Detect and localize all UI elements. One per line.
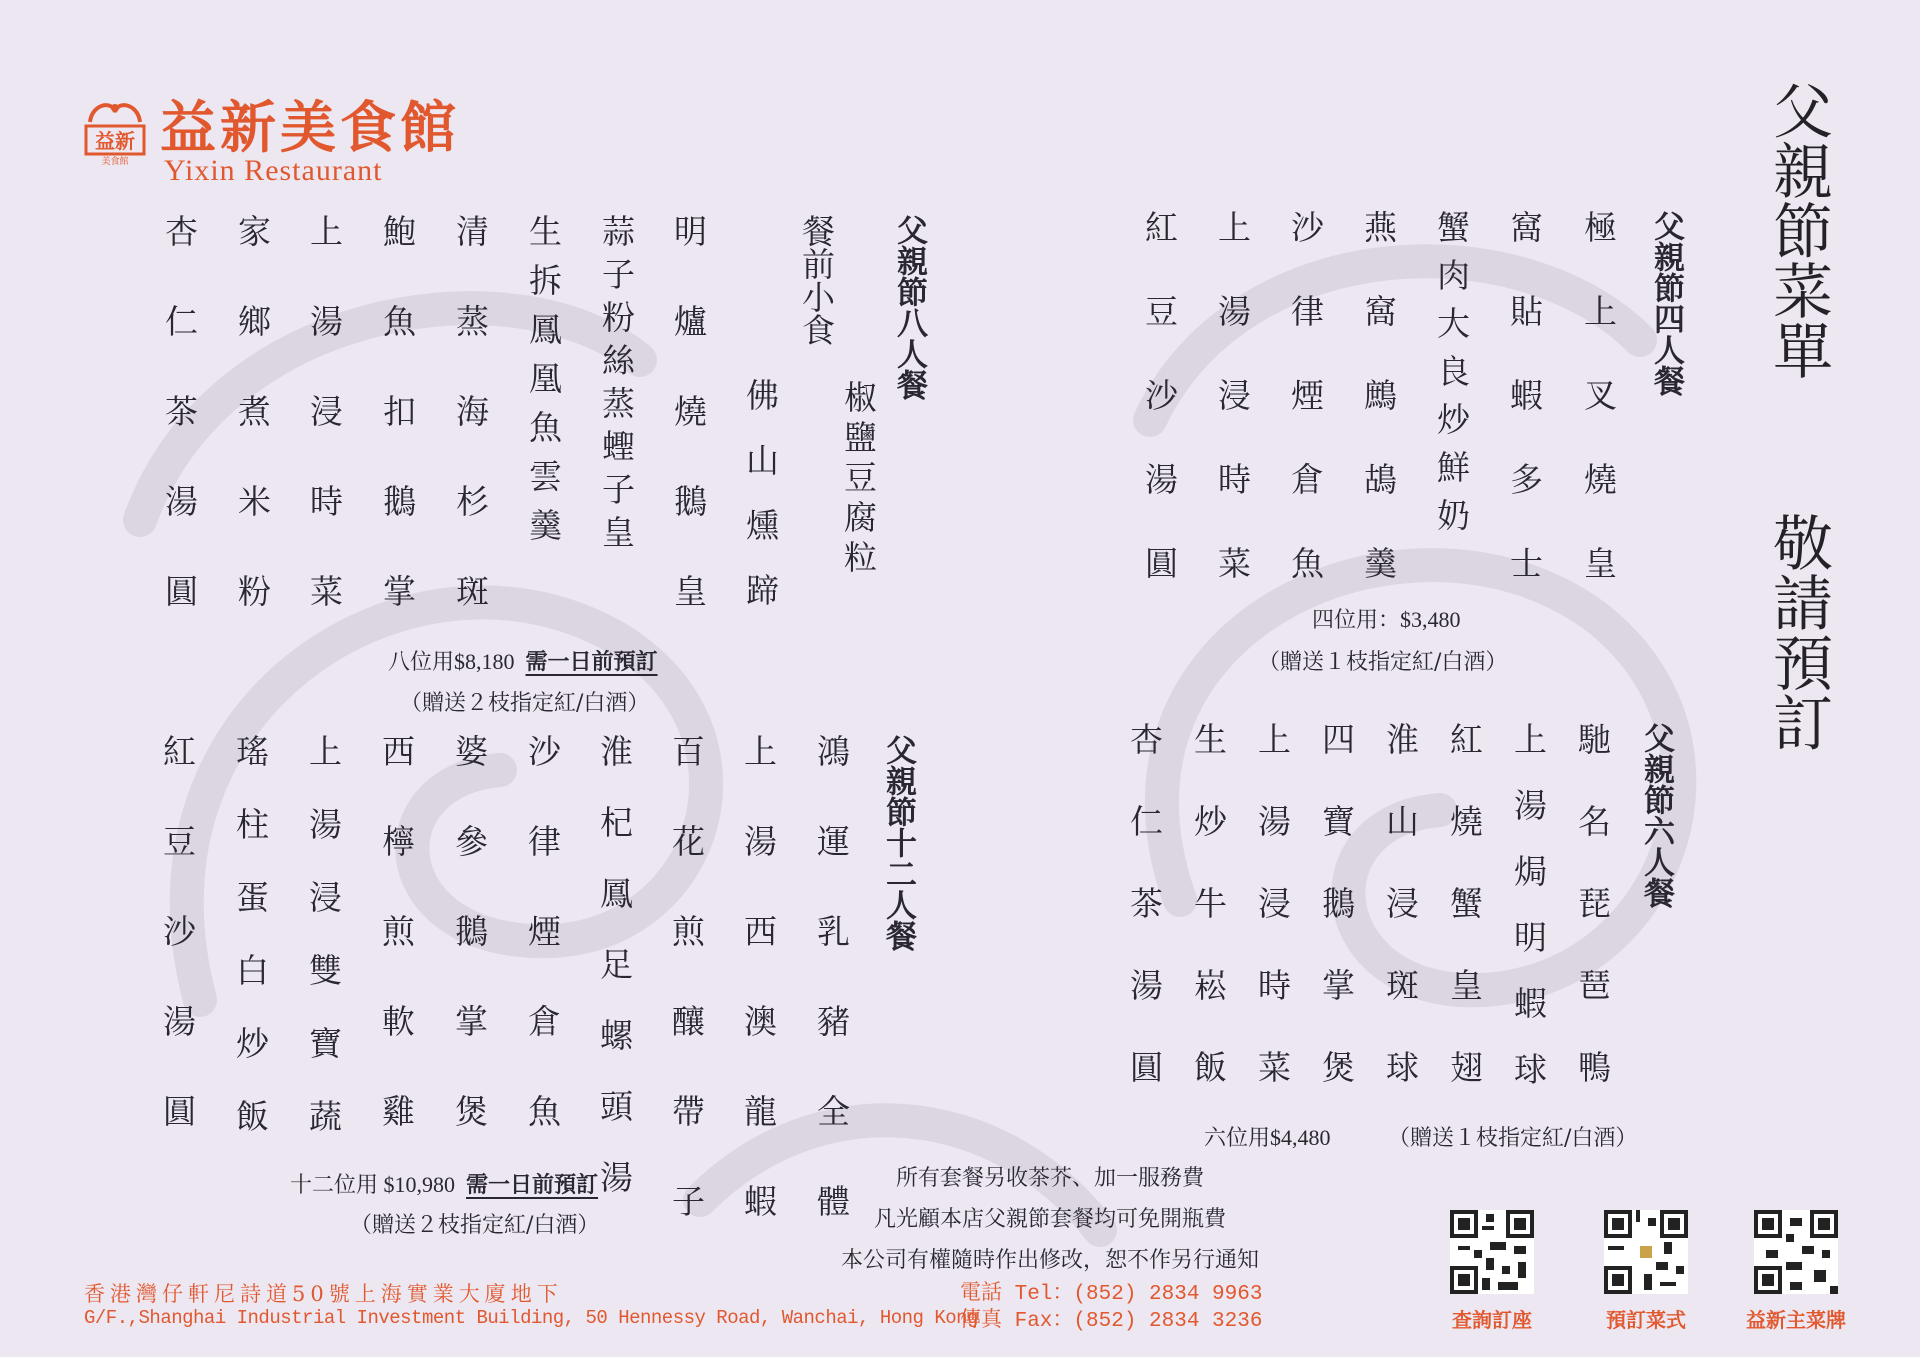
menu12-price: 十二位用 $10,980 (290, 1172, 456, 1197)
menu8-dish: 椒鹽豆腐粒 (839, 380, 878, 580)
qr-code-order-icon[interactable] (1604, 1210, 1688, 1294)
terms-note: 凡光顧本店父親節套餐均可免開瓶費 (873, 1207, 1226, 1232)
menu6-dish: 杏仁茶湯圓 (1125, 722, 1164, 1132)
menu6-dish: 四寶鵝掌煲 (1317, 722, 1356, 1132)
menu6-dish: 上湯焗明蝦球 (1509, 722, 1548, 1118)
menu8-reserve-note: 需一日前預訂 (525, 649, 658, 674)
terms-notes (770, 1158, 1330, 1281)
qr-label-order: 預訂菜式 (1606, 1308, 1686, 1332)
menu12-dish: 鴻運乳豬全體 (812, 734, 851, 1274)
menu8-dish: 杏仁茶湯圓 (160, 214, 199, 664)
menu8-dish: 明爐燒鵝皇 (669, 214, 708, 664)
menu6-gift-note: （贈送１枝指定紅/白酒） (1388, 1126, 1638, 1151)
menu6-dish: 淮山浸斑球 (1381, 722, 1420, 1132)
menu4-dish: 窩貼蝦多士 (1505, 210, 1544, 630)
menu12-dish: 淮杞鳳足螺頭湯 (595, 734, 634, 1231)
menu12-dish: 上湯西澳龍蝦 (739, 734, 778, 1274)
menu8-heading: 父親節八人餐 (891, 214, 927, 400)
menu6-dish: 生炒牛崧飯 (1189, 722, 1228, 1132)
menu6-price: 六位用$4,480 (1204, 1125, 1331, 1150)
phone-number: 電話 Tel：(852) 2834 9963 (960, 1283, 1263, 1306)
menu8-dish: 蒜子粉絲蒸蟶子皇 (597, 214, 636, 558)
menu12-dish: 紅豆沙湯圓 (158, 734, 197, 1184)
menu8-dish: 家鄉煮米粉 (233, 214, 272, 664)
menu6-dish: 馳名琵琶鴨 (1573, 722, 1612, 1132)
menu8-dish: 上湯浸時菜 (305, 214, 344, 664)
menu8-price-line (388, 645, 658, 676)
menu12-dish: 婆參鵝掌煲 (450, 734, 489, 1184)
restaurant-logo (82, 70, 502, 190)
menu8-gift-note: （贈送２枝指定紅/白酒） (400, 691, 650, 716)
menu12-dish: 西檸煎軟雞 (377, 734, 416, 1184)
menu4-dish: 上湯浸時菜 (1213, 210, 1252, 630)
menu-subtitle: 敬請預訂 (1763, 512, 1833, 752)
menu12-reserve-note: 需一日前預訂 (466, 1172, 599, 1197)
menu8-dish: 佛山燻蹄 (741, 378, 780, 638)
menu12-dish: 沙律煙倉魚 (523, 734, 562, 1184)
qr-label-main-menu: 益新主菜牌 (1746, 1308, 1846, 1332)
menu4-dish: 蟹肉大良炒鮮奶 (1432, 210, 1471, 546)
address-en: G/F.,Shanghai Industrial Investment Building, 50 Hennessy Road, Wanchai, Hong Kong (84, 1307, 978, 1329)
menu6-heading: 父親節六人餐 (1638, 722, 1674, 908)
qr-code-booking-icon[interactable] (1450, 1210, 1534, 1294)
menu8-starter-label: 餐前小食 (797, 214, 836, 346)
menu12-heading: 父親節十二人餐 (880, 734, 916, 951)
menu8-dish: 清蒸海杉斑 (451, 214, 490, 664)
terms-note: 本公司有權隨時作出修改，恕不作另行通知 (840, 1248, 1259, 1273)
menu12-dish: 百花煎釀帶子 (667, 734, 706, 1274)
menu12-price-line (290, 1168, 598, 1199)
restaurant-name-zh: 益新美食館 (160, 95, 460, 161)
logo-seal-subtext: 美食館 (101, 157, 129, 166)
menu6-dish: 上湯浸時菜 (1253, 722, 1292, 1132)
menu12-dish: 上湯浸雙寶蔬 (304, 734, 343, 1172)
menu4-dish: 紅豆沙湯圓 (1140, 210, 1179, 630)
menu8-dish: 鮑魚扣鵝掌 (378, 214, 417, 664)
fax-number: 傳真 Fax：(852) 2834 3236 (960, 1310, 1263, 1333)
restaurant-name-en: Yixin Restaurant (164, 154, 383, 187)
menu-title: 父親節菜單 (1763, 80, 1833, 380)
menu4-gift-note: （贈送１枝指定紅/白酒） (1258, 650, 1508, 675)
menu8-dish: 生拆鳳凰魚雲羹 (524, 214, 563, 557)
menu4-dish: 燕窩鷓鴣羹 (1359, 210, 1398, 630)
qr-code-main-menu-icon[interactable] (1754, 1210, 1838, 1294)
address-zh: 香港灣仔軒尼詩道50號上海實業大廈地下 (84, 1282, 563, 1306)
menu12-dish: 瑤柱蛋白炒飯 (231, 734, 270, 1172)
menu8-price: 八位用$8,180 (388, 649, 515, 674)
menu12-gift-note: （贈送２枝指定紅/白酒） (350, 1213, 600, 1238)
dragon-seal-icon (82, 92, 148, 166)
logo-seal-text: 益新 (95, 129, 135, 153)
menu4-price: 四位用：$3,480 (1312, 607, 1461, 632)
qr-label-booking: 查詢訂座 (1452, 1308, 1532, 1332)
terms-note: 所有套餐另收茶芥、加一服務費 (895, 1166, 1204, 1191)
menu4-dish: 沙律煙倉魚 (1286, 210, 1325, 630)
menu4-dish: 極上叉燒皇 (1579, 210, 1618, 630)
menu6-dish: 紅燒蟹皇翅 (1445, 722, 1484, 1132)
menu4-heading: 父親節四人餐 (1648, 210, 1684, 396)
